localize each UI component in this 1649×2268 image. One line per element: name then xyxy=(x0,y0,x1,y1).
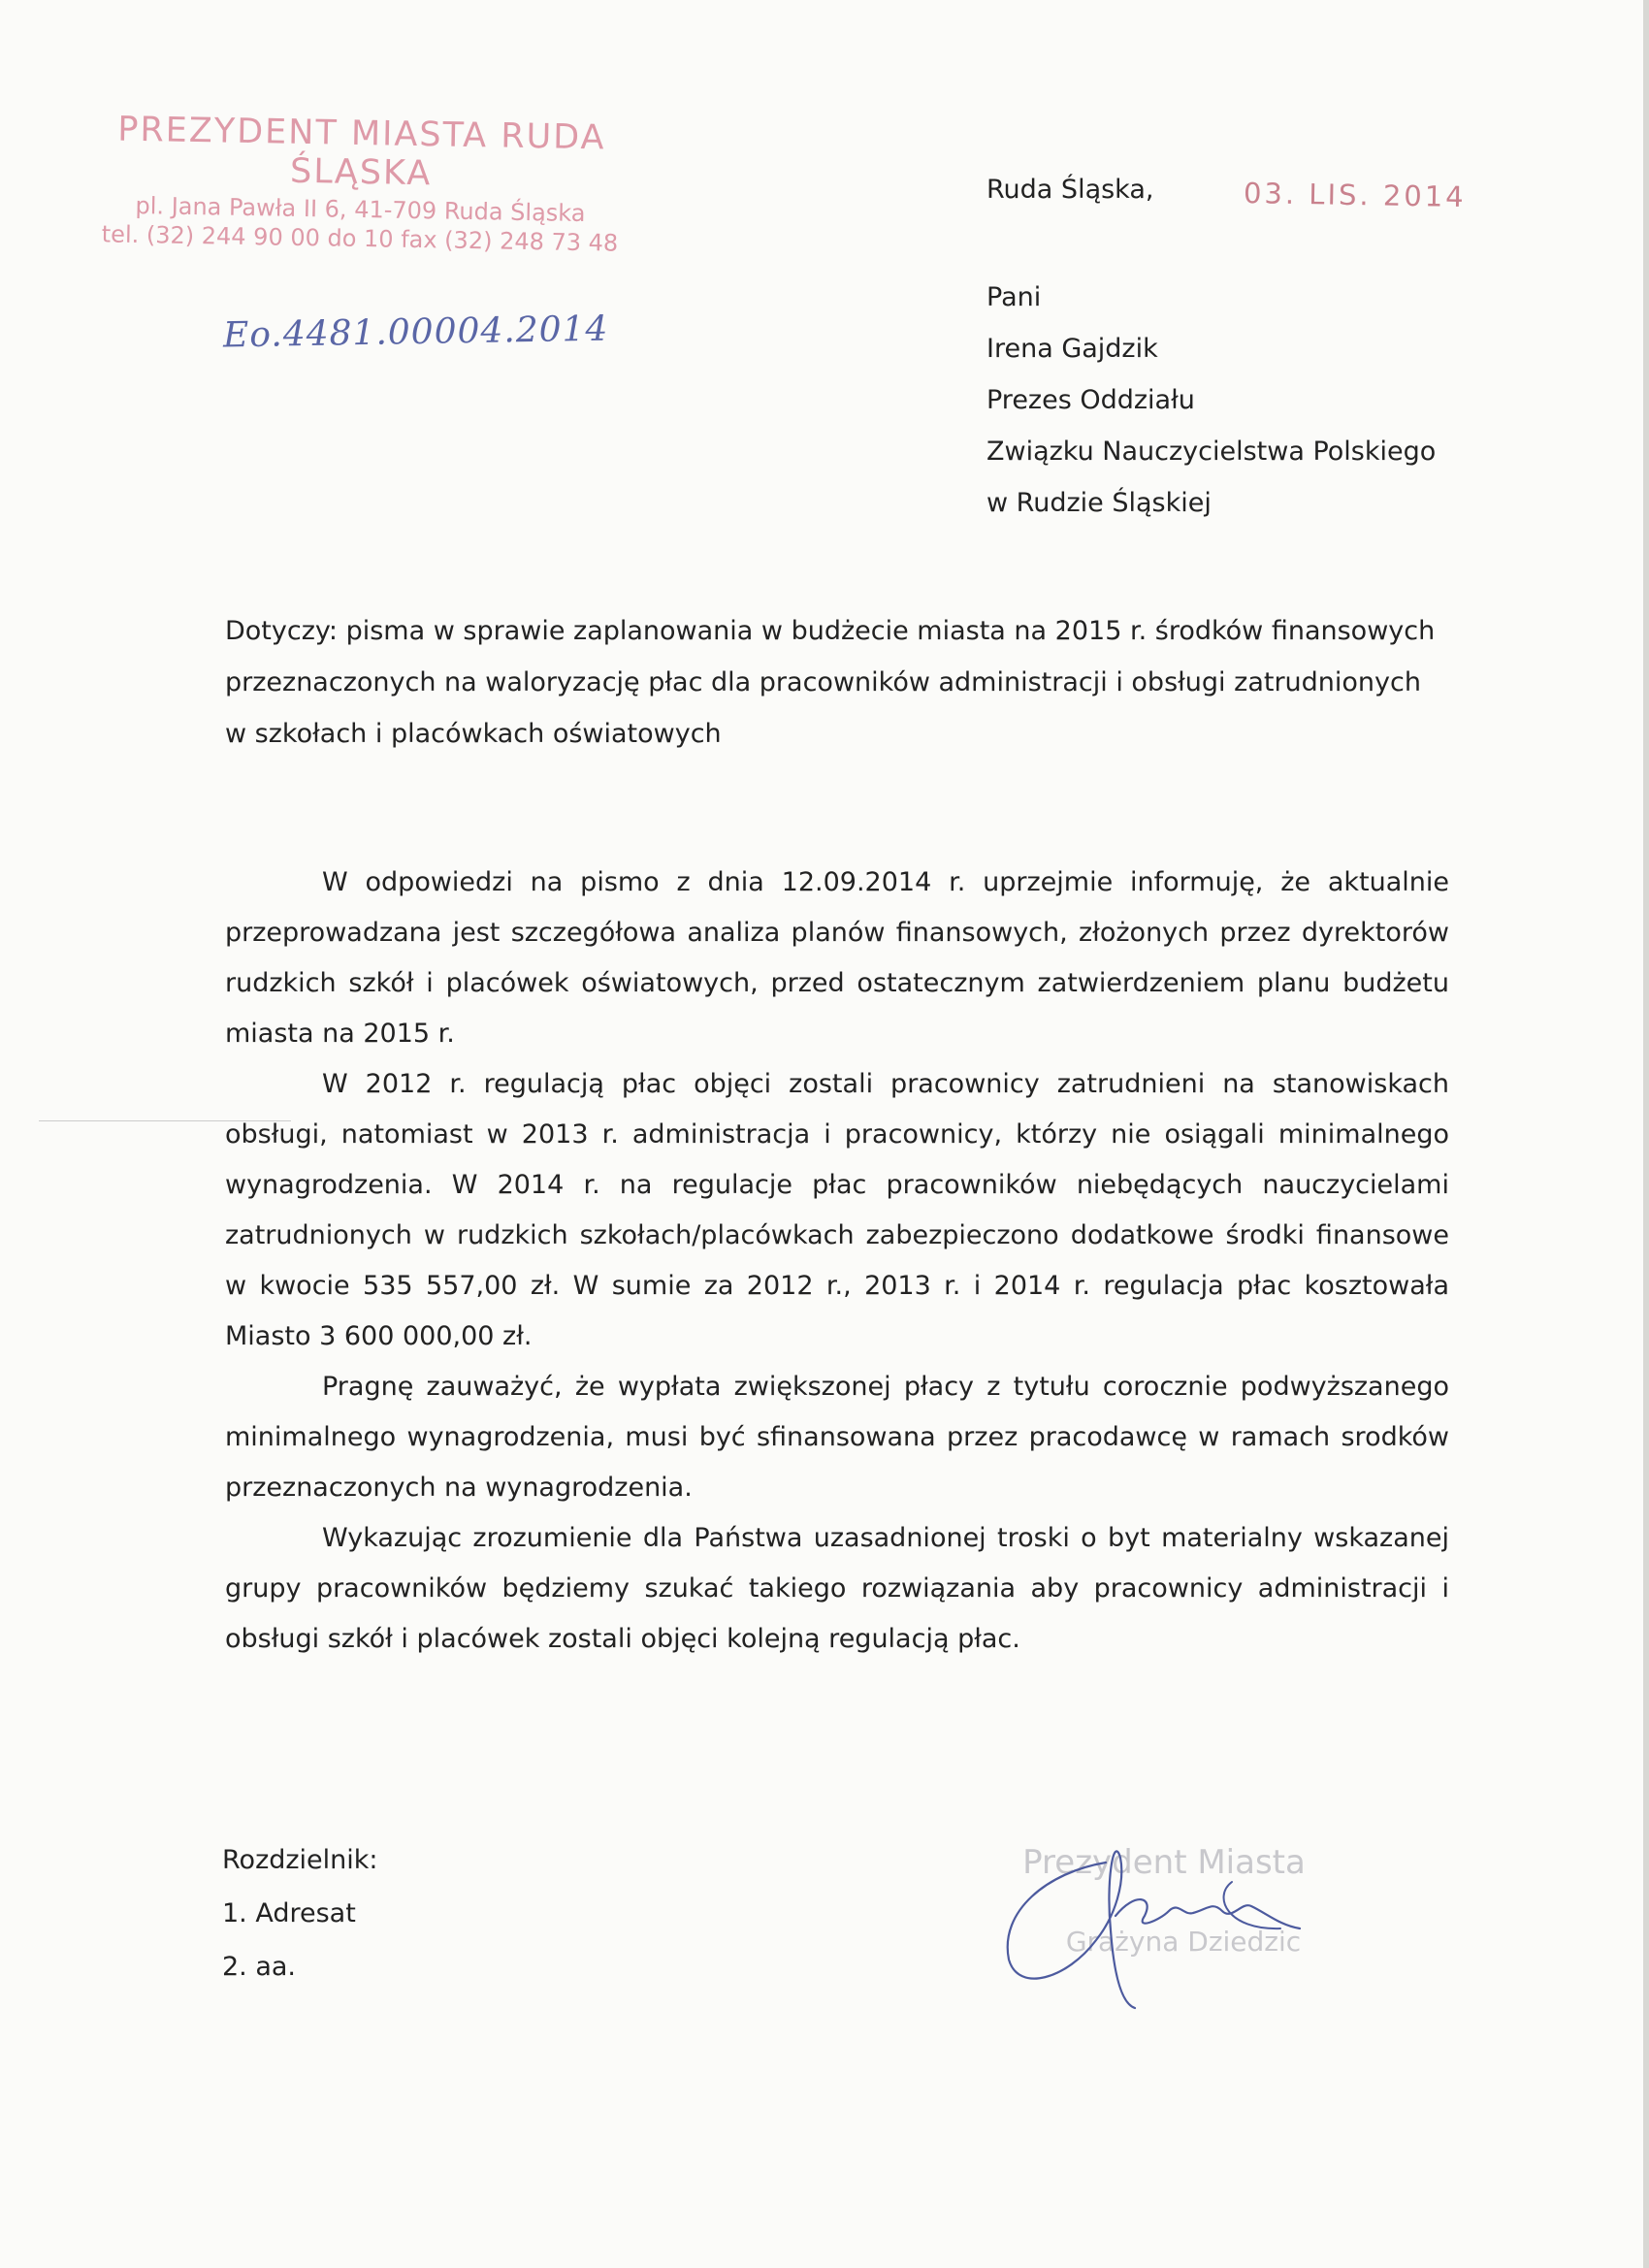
recipient-block xyxy=(986,278,1436,535)
recipient-line: Pani xyxy=(986,282,1042,312)
recipient-line: Prezes Oddziału xyxy=(986,385,1195,415)
recipient-line: w Rudzie Śląskiej xyxy=(986,488,1212,518)
office-stamp xyxy=(88,110,633,257)
distribution-heading: Rozdzielnik: xyxy=(222,1845,378,1875)
stamp-address: pl. Jana Pawła II 6, 41-709 Ruda Śląska xyxy=(135,191,586,228)
place: Ruda Śląska, xyxy=(986,175,1154,205)
letter-body xyxy=(225,858,1449,1665)
signature-stamp-title: Prezydent Miasta xyxy=(1022,1843,1306,1882)
body-paragraph: Pragnę zauważyć, że wypłata zwiększonej płacy z tytułu corocznie podwyższanego minimalnego wynagrodzenia, musi być sfinansowana przez pracodawcę w ramach srodków przeznaczonych na wynagrodzenia. xyxy=(225,1372,1449,1503)
body-paragraph: W odpowiedzi na pismo z dnia 12.09.2014 r. uprzejmie informuję, że aktualnie przeprowadzana jest szczegółowa analiza planów finansowych, złożonych przez dyrektorów rudzkich szkół i placówek oświatowych, przed ostatecznym zatwierdzeniem planu budżetu miasta na 2015 r. xyxy=(225,867,1449,1049)
recipient-line: Irena Gajdzik xyxy=(986,334,1158,364)
body-paragraph: Wykazując zrozumienie dla Państwa uzasadnionej troski o byt materialny wskazanej grupy pracowników będziemy szukać takiego rozwiązania aby pracownicy administracji i obsługi szkół i placówek zostali objęci kolejną regulacją płac. xyxy=(225,1523,1449,1654)
recipient-line: Związku Nauczycielstwa Polskiego xyxy=(986,437,1437,467)
handwritten-signature xyxy=(989,1824,1339,2018)
subject-line: Dotyczy: pisma w sprawie zaplanowania w budżecie miasta na 2015 r. środków finansowych przeznaczonych na waloryzację płac dla pracowników administracji i obsługi zatrudnionych w szkołach i placówkach oświatowych xyxy=(225,616,1436,749)
scan-edge xyxy=(1643,0,1649,2268)
distribution-list xyxy=(222,1841,378,2001)
distribution-item: 1. Adresat xyxy=(222,1898,356,1928)
date-stamp: 03. LIS. 2014 xyxy=(1243,176,1467,214)
distribution-item: 2. aa. xyxy=(222,1952,297,1982)
body-paragraph: W 2012 r. regulacją płac objęci zostali pracownicy zatrudnieni na stanowiskach obsługi, natomiast w 2013 r. administracja i pracownicy, którzy nie osiągali minimalnego wynagrodzenia. W 2014 r. na regulacje płac pracowników niebędących nauczycielami zatrudnionych w rudzkich szkołach/placówkach zabezpieczono dodatkowe środki finansowe w kwocie 535 557,00 zł. W sumie za 2012 r., 2013 r. i 2014 r. regulacja płac kosztowała Miasto 3 600 000,00 zł. xyxy=(225,1069,1449,1351)
stamp-office-name: PREZYDENT MIASTA RUDA ŚLĄSKA xyxy=(116,110,606,194)
signature-stamp-name: Grażyna Dziedzic xyxy=(1065,1926,1302,1958)
stamp-phone: tel. (32) 244 90 00 do 10 fax (32) 248 73 48 xyxy=(101,220,619,257)
reference-number: Eo.4481.00004.2014 xyxy=(222,308,609,356)
